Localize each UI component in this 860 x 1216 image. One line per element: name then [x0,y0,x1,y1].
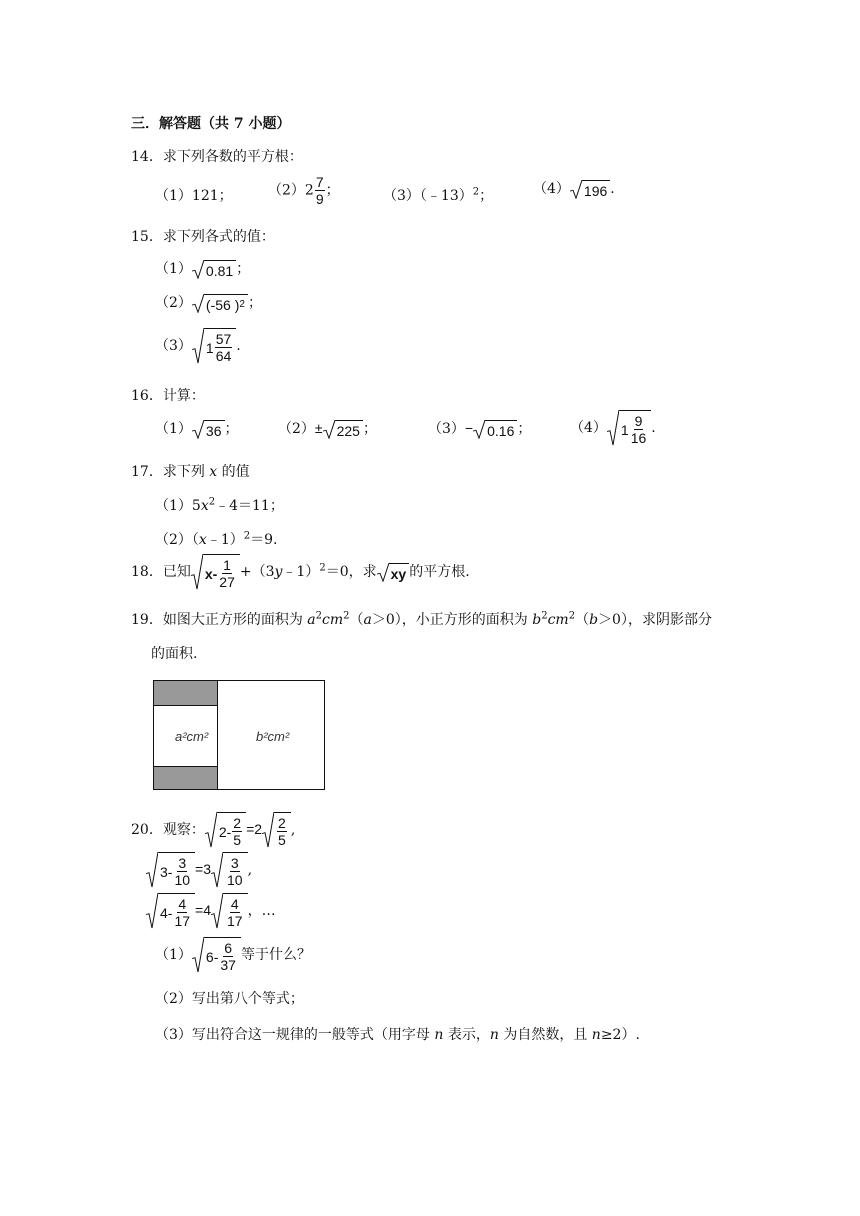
q14-p4-pre: （4） [533,181,570,197]
num: 7 [315,174,324,190]
sqrt-symbol [192,294,248,313]
text: ，… [247,903,276,919]
sup: 2 [243,530,251,542]
shaded-top [154,681,217,706]
q16-p4-pre: （4） [570,420,607,436]
text: （ [349,612,364,628]
section-title: 三．解答题（共 7 小题） [131,116,291,132]
text: ＞0），求阴影部分 [598,612,712,628]
q17-part2 [155,529,277,549]
den: 5 [233,832,242,848]
radicand: 225 [335,420,363,439]
text: （2）（ [155,532,199,548]
var-a: a [363,612,372,628]
radicand [619,410,651,446]
sqrt-symbol [192,937,241,973]
q16-p2-post: ； [362,421,377,437]
q17-stem [131,461,250,481]
small-square-label: a²cm² [175,729,209,744]
frac [226,855,244,888]
q15-part3 [155,328,241,364]
num: 3 [230,855,239,871]
text: （1）5 [155,498,201,514]
q16-p2-pre: （2） [278,421,315,437]
text: =3 [195,861,211,877]
q14-p3: （3）（﹣13） [383,188,473,204]
radicand [203,554,240,590]
int: 1 [620,421,629,438]
large-square-label: b²cm² [256,729,290,744]
den: 17 [174,913,191,929]
var-n: n [434,1027,444,1043]
sqrt-symbol [192,328,236,364]
q19-line1 [131,609,712,629]
q14-stem: 14．求下列各数的平方根： [131,149,303,165]
text: ﹣1） [282,564,320,580]
q14-p2-post: ； [325,182,340,199]
q15-p3-pre: （3） [155,338,192,354]
num: 2 [278,815,286,831]
radicand-text: (-56 ) [205,296,240,313]
sqrt-symbol [191,554,240,590]
text: +（3 [239,564,275,580]
sqrt-symbol [192,420,225,439]
radicand [223,852,248,888]
q16-part4 [570,410,656,446]
text: 4- [160,904,173,921]
sqrt-symbol [205,812,246,848]
var-b: b [532,612,542,628]
q14-p4-post: . [610,181,615,197]
num: 1 [223,557,231,573]
q15-p1-pre: （1） [155,261,192,277]
sup: 2 [343,610,350,622]
q15-p2-pre: （2） [155,295,192,311]
den: 64 [215,348,232,364]
den: 16 [630,430,647,446]
q20-row2 [146,852,252,888]
sqrt-symbol [323,420,363,439]
text: （3）写出符合这一规律的一般等式（用字母 [155,1027,435,1043]
q20-part3 [155,1024,640,1044]
sqrt-symbol [262,812,291,848]
text: 18．已知 [131,564,191,580]
q14-part4 [533,178,615,199]
den: 9 [315,191,324,207]
q16-p4-post: . [651,420,656,436]
q16-p1-post: ； [224,421,239,437]
sup: 2 [568,610,576,622]
divider [217,681,218,789]
text: ﹣4＝11； [215,498,284,514]
sqrt-symbol [211,852,248,888]
num: 6 [224,940,233,956]
text: 17．求下列 [131,464,210,480]
text: ＝0，求 [325,564,377,580]
radicand [204,328,236,364]
den: 10 [174,872,191,888]
radicand [158,893,195,929]
shaded-bottom [154,766,217,789]
frac [277,815,287,848]
num: 4 [230,896,239,912]
int: 1 [205,339,214,356]
radicand [217,812,246,848]
q15-p3-post: . [236,338,241,354]
var-x: x [198,532,207,548]
minus-sign: − [464,420,474,436]
text: ＞0），小正方形的面积为 [371,612,533,628]
q20-part2: （2）写出第八个等式； [155,991,304,1007]
text: , [290,822,296,838]
var-a: a [307,612,316,628]
radicand [223,893,248,929]
q15-part2 [155,292,262,313]
q16-p1-pre: （1） [155,421,192,437]
q14-p2-pre: （2）2 [268,182,314,199]
sqrt-symbol [211,893,248,929]
sup: 2 [208,496,216,508]
q14-p2-frac [315,174,325,207]
q15-stem: 15．求下列各式的值： [131,229,275,245]
text: ﹣1） [206,532,244,548]
sqrt-symbol [146,852,195,888]
frac [173,896,191,929]
text: ＝9. [250,532,278,548]
text: （ [575,612,590,628]
text: 的值 [217,464,250,480]
frac [630,413,648,446]
q16-p3-post: ； [517,421,532,437]
frac [218,557,236,590]
q19-line2: 的面积. [151,646,198,662]
text: 为自然数，且 [498,1027,592,1043]
text: =2 [246,821,263,837]
radicand [204,294,248,313]
text: 20．观察： [131,822,205,838]
text: =4 [195,902,211,918]
var-b: b [589,612,599,628]
radicand [158,852,195,888]
frac [173,855,191,888]
den: 37 [220,957,236,973]
q17-part1 [155,495,284,515]
radicand: 0.16 [485,420,517,439]
sqrt-symbol [377,563,410,582]
num: 3 [178,855,187,871]
pm-sign: ± [314,420,323,436]
num: 2 [233,815,242,831]
q15-p2-post: ； [247,295,262,311]
radicand [274,812,291,848]
q20-row1 [131,812,295,848]
radicand: 0.81 [204,260,236,279]
q16-part2 [278,418,377,439]
radicand-x: x- [204,565,218,582]
num: 9 [634,413,643,429]
q14-part2 [268,174,340,207]
q20-row3 [146,893,276,929]
text: 2- [218,823,232,840]
frac [226,896,244,929]
frac [215,331,233,364]
frac [219,940,237,973]
squares-figure [153,680,325,790]
q18-line [131,554,470,590]
num: 57 [215,331,232,347]
q14-part1: （1）121； [155,188,233,204]
text: , [247,862,253,878]
den: 17 [227,913,243,929]
frac [232,815,242,848]
radicand [204,937,241,973]
sup: 2 [315,610,322,622]
text: ≥2）. [600,1027,640,1043]
q15-part1 [155,258,250,279]
q14-part3 [383,185,493,205]
q15-p1-post: ； [236,261,251,277]
sqrt-symbol [146,893,195,929]
text: 的平方根. [409,564,470,580]
den: 10 [227,872,243,888]
var-y: y [274,564,283,580]
sup: 2 [541,610,548,622]
radicand: 36 [204,420,225,439]
sup: 2 [239,299,245,310]
q20-part1 [155,937,311,973]
den: 27 [219,574,235,590]
sqrt-symbol [570,180,610,199]
text: 3- [160,863,173,880]
text: 等于什么？ [240,947,311,963]
radicand: 196 [582,180,610,199]
var-x: x [209,464,218,480]
radicand: xy [389,563,410,582]
text: 表示， [443,1027,490,1043]
sqrt-symbol [473,420,517,439]
q16-stem: 16．计算： [131,388,205,404]
text: （1） [155,947,192,963]
text: 6- [205,948,219,965]
q14-p3-post: ； [479,188,494,204]
var-n: n [489,1027,499,1043]
q16-part3 [428,418,531,439]
q16-part1 [155,418,239,439]
num: 4 [178,896,187,912]
text: 19．如图大正方形的面积为 [131,612,308,628]
unit-cm: cm [322,612,344,628]
den: 5 [278,832,286,848]
var-n: n [591,1027,601,1043]
sup: 2 [319,562,326,574]
var-x: x [200,498,209,514]
q16-p3-pre: （3） [428,421,465,437]
sqrt-symbol [192,260,236,279]
sup: 2 [472,186,480,198]
sqrt-symbol [607,410,651,446]
unit-cm: cm [547,612,569,628]
